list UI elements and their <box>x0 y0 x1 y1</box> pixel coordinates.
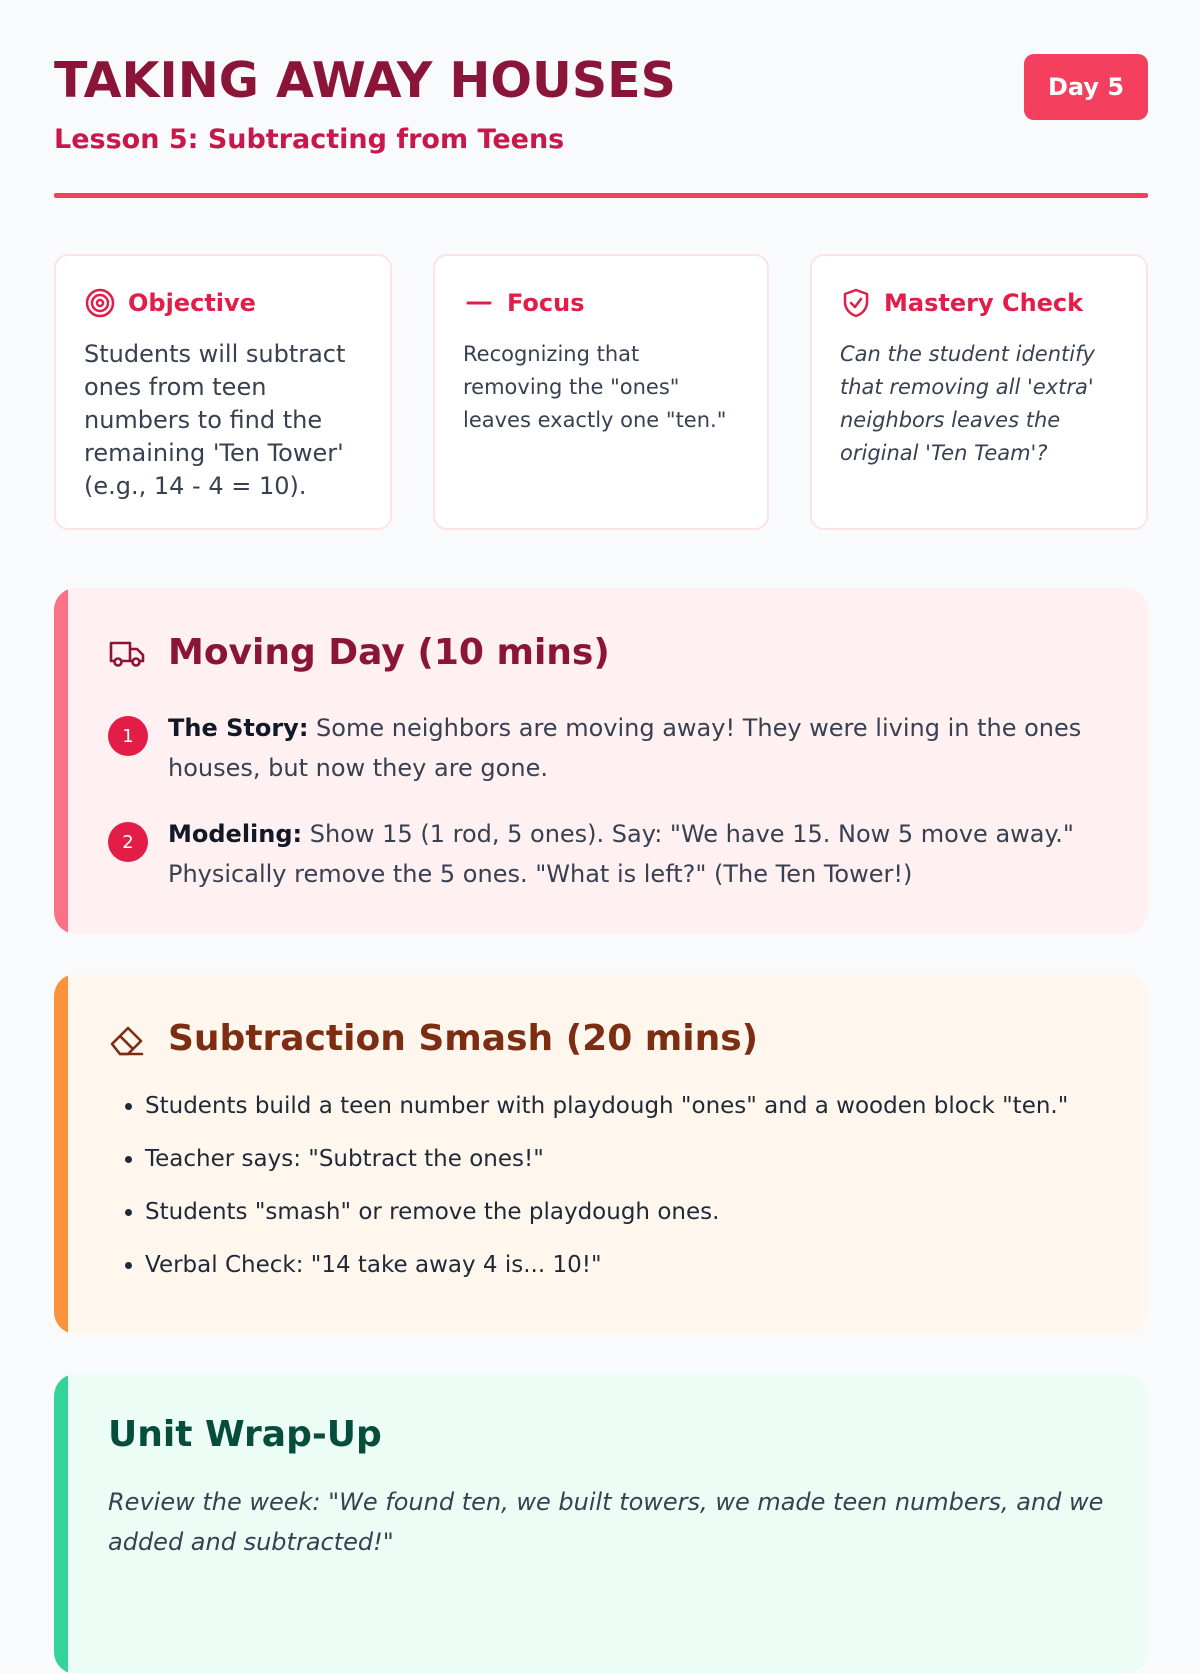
step-text: Show 15 (1 rod, 5 ones). Say: "We have 15. Now 5 move away." Physically remove the 5 ones. "What is left?" (The Ten Tower!) <box>168 820 1074 888</box>
list-item: • Students build a teen number with playdough "ones" and a wooden block "ten." <box>145 1088 1148 1124</box>
focus-text: Recognizing that removing the "ones" leaves exactly one "ten." <box>463 342 727 432</box>
section-accent-bar <box>54 974 68 1334</box>
step-label: Modeling: <box>168 820 303 848</box>
mastery-check-text: Can the student identify that removing all 'extra' neighbors leaves the original 'Ten Team'? <box>840 342 1095 465</box>
section-accent-bar <box>54 1374 68 1674</box>
activity-list <box>108 1088 1148 1300</box>
focus-card <box>433 254 769 530</box>
step-label: The Story: <box>168 714 309 742</box>
unit-wrap-up-section <box>54 1374 1148 1674</box>
lesson-subtitle: Lesson 5: Subtracting from Teens <box>54 124 565 155</box>
step-number: 1 <box>108 716 148 756</box>
unit-wrap-up-title: Unit Wrap-Up <box>108 1414 382 1455</box>
objective-text: Students will subtract ones from teen numbers to find the remaining 'Ten Tower' (e.g., 14 - 4 = 10). <box>84 340 346 500</box>
lesson-page <box>54 0 1148 1556</box>
lesson-header <box>54 0 1148 200</box>
objective-title: Objective <box>128 289 256 317</box>
shield-check-icon <box>840 287 872 319</box>
step-item <box>108 814 1108 894</box>
lesson-title: TAKING AWAY HOUSES <box>54 52 676 109</box>
subtraction-smash-section <box>54 974 1148 1334</box>
list-item: • Teacher says: "Subtract the ones!" <box>145 1141 1148 1177</box>
subtraction-smash-title: Subtraction Smash (20 mins) <box>168 1018 759 1059</box>
section-accent-bar <box>54 588 68 934</box>
focus-title: Focus <box>507 289 585 317</box>
info-cards <box>54 254 1148 534</box>
objective-card <box>54 254 392 530</box>
eraser-icon <box>108 1020 146 1058</box>
moving-day-section <box>54 588 1148 934</box>
truck-icon <box>108 634 146 672</box>
mastery-check-card <box>810 254 1148 530</box>
moving-day-title: Moving Day (10 mins) <box>168 632 610 673</box>
list-item: • Students "smash" or remove the playdough ones. <box>145 1194 1148 1230</box>
step-text: Some neighbors are moving away! They were living in the ones houses, but now they are gone. <box>168 714 1082 782</box>
header-divider <box>54 193 1148 198</box>
unit-wrap-up-text: Review the week: "We found ten, we built towers, we made teen numbers, and we added and subtracted!" <box>108 1488 1104 1556</box>
step-item <box>108 708 1108 788</box>
step-number: 2 <box>108 822 148 862</box>
day-badge: Day 5 <box>1024 54 1148 120</box>
minus-icon <box>463 287 495 319</box>
mastery-check-title: Mastery Check <box>884 289 1084 317</box>
list-item: • Verbal Check: "14 take away 4 is... 10!" <box>145 1247 1148 1283</box>
target-icon <box>84 287 116 319</box>
